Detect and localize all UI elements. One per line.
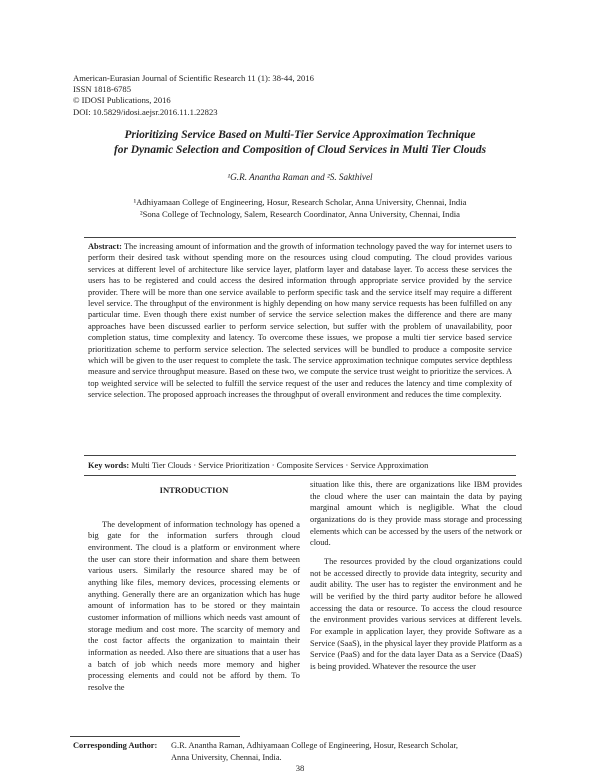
corresponding-author bbox=[73, 740, 458, 763]
left-column bbox=[88, 485, 300, 694]
corresponding-line-2: Anna University, Chennai, India. bbox=[171, 752, 282, 762]
abstract-bottom-rule bbox=[84, 455, 516, 456]
paper-title bbox=[70, 128, 530, 158]
corresponding-label: Corresponding Author: bbox=[73, 741, 158, 750]
title-line-2: for Dynamic Selection and Composition of Cloud Services in Multi Tier Clouds bbox=[113, 144, 487, 156]
abstract-label: Abstract: bbox=[88, 242, 122, 251]
keywords-label: Key words: bbox=[88, 461, 130, 470]
keywords bbox=[88, 461, 512, 470]
intro-paragraph-2: situation like this, there are organizations like IBM provides the cloud where the user can maintain the data by paying marginal amount which is negligible. What the cloud organizations do is they provide mass storage and processing elements which can be accessed by the users of the network or cloud. bbox=[310, 480, 522, 548]
journal-doi: DOI: 10.5829/idosi.aejsr.2016.11.1.22823 bbox=[73, 106, 218, 117]
keywords-bottom-rule bbox=[84, 475, 516, 476]
section-heading-introduction: INTRODUCTION bbox=[159, 485, 229, 495]
intro-paragraph-1: The development of information technology has opened a big gate for the information surfers through cloud environment. The cloud is a platform or environment where the user can store their information and share them between various users. Similarly the resource shared may be of anything like files, memory devices, processing elements or anything. Generally there are an organization which has huge amount of information has to be stored or they maintain customer information of millions which needs vast amount of storage medium and cost more. The scarcity of memory and the cost factor affects the organization to maintain their information as needed. Also there are situations that a user has a batch of job which needs more memory and higher processing elements and could not be afford by them. To resolve the bbox=[88, 519, 300, 692]
title-line-1: Prioritizing Service Based on Multi-Tier Service Approximation Technique bbox=[124, 129, 476, 141]
abstract-top-rule bbox=[84, 237, 516, 238]
journal-copyright: © IDOSI Publications, 2016 bbox=[73, 95, 171, 106]
abstract-text: The increasing amount of information and the growth of information technology paved the way for internet users to perform their desired task without spending more on the resources using cloud computing. The cloud provides various services at different level of architecture like service layer, platform layer and database layer. To access these services the users has to be registered and could access the desired information through appropriate service provided by the service provider. There will be more than one service available to perform specific task and the service itself may require a different level service. The throughput of the environment is highly depending on how many service requests has been fulfilled on any particular time. Even though there exist number of service the service selection makes the difference and there are many approaches have been discussed earlier to perform service selection, but suffer with the problem of unavailability, poor completion status, time complexity and latency. To overcome these issues, we propose a multi tier service based service prioritization scheme to perform service selection. The selected services will be bundled to produce a composite service which will be given to the user request to complete the task. The service approximation technique computes service depthless measure and service throughput measure. Based on these two, we compute the service trust weight to prioritize the services. A top weighted service will be selected to fulfill the service request of the user and reduces the latency and time complexity of service selection. The proposed approach increases the throughput of overall environment and reduces the time complexity. bbox=[88, 242, 512, 400]
abstract bbox=[88, 241, 512, 401]
right-column bbox=[310, 479, 522, 673]
corresponding-line-1: G.R. Anantha Raman, Adhiyamaan College of Engineering, Hosur, Research Scholar, bbox=[171, 741, 459, 750]
journal-citation: American-Eurasian Journal of Scientific Research 11 (1): 38-44, 2016 bbox=[73, 73, 314, 83]
journal-info bbox=[73, 73, 314, 118]
authors: ¹G.R. Anantha Raman and ²S. Sakthivel bbox=[227, 172, 373, 182]
journal-issn: ISSN 1818-6785 bbox=[73, 84, 132, 95]
intro-paragraph-3: The resources provided by the cloud organizations could not be accessed directly to provide data integrity, security and audit ability. The user has to register the environment and he will be verified by the third party auditor before he allowed accessing the data or resource. To access the cloud resource the environment provides various services at different levels. For example in application layer, they provide Software as a Service (SaaS), in the physical layer they provide Platform as a Service (PaaS) and for the data layer Data as a Service (DaaS) is being provided. Whatever the resource the user bbox=[310, 556, 522, 671]
affiliations bbox=[0, 197, 600, 220]
affiliation-1: ¹Adhiyamaan College of Engineering, Hosur, Research Scholar, Anna University, Chennai, India bbox=[133, 197, 467, 207]
affiliation-2: ²Sona College of Technology, Salem, Research Coordinator, Anna University, Chennai, India bbox=[140, 208, 460, 219]
keywords-text: Multi Tier Clouds · Service Prioritization · Composite Services · Service Approximation bbox=[131, 461, 429, 470]
page-number: 38 bbox=[295, 763, 305, 773]
footnote-rule bbox=[70, 736, 240, 737]
